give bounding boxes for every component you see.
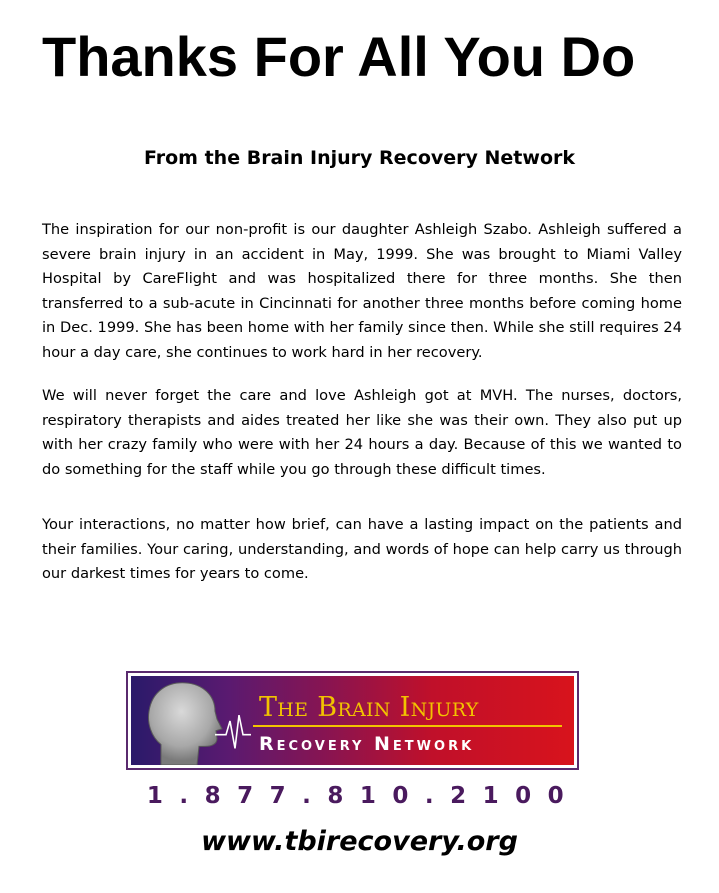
- paragraph-gratitude: We will never forget the care and love Ashleigh got at MVH. The nurses, doctors, respiratory therapists and aides treated her like she was their own. They also put up with her crazy family who were with her 24 hours a day. Because of this we wanted to do something for the staff while you go through these difficult times.: [42, 387, 682, 478]
- logo-subtitle-line: Recovery Network: [259, 733, 475, 755]
- website-url[interactable]: www.tbirecovery.org: [201, 826, 518, 857]
- logo-banner: [131, 676, 574, 765]
- logo-divider: [253, 725, 562, 727]
- logo-title-line: The Brain Injury: [259, 692, 479, 723]
- subtitle: From the Brain Injury Recovery Network: [144, 147, 575, 169]
- page-title: Thanks For All You Do: [42, 25, 636, 88]
- phone-number: 1.877.810.2100: [146, 783, 581, 809]
- paragraph-inspiration: The inspiration for our non-profit is our daughter Ashleigh Szabo. Ashleigh suffered a severe brain injury in an accident in May, 1999. She was brought to Miami Valley Hospital by CareFlight and was hospitalized there for three months. She then transferred to a sub-acute in Cincinnati for another three months before coming home in Dec. 1999. She has been home with her family since then. While she still requires 24 hour a day care, she continues to work hard in her recovery.: [42, 221, 682, 361]
- paragraph-impact: Your interactions, no matter how brief, can have a lasting impact on the patients and their families. Your caring, understanding, and words of hope can help carry us through our darkest times for years to come.: [42, 516, 682, 583]
- head-profile-icon: [131, 676, 251, 765]
- brain-injury-network-logo: [126, 671, 579, 770]
